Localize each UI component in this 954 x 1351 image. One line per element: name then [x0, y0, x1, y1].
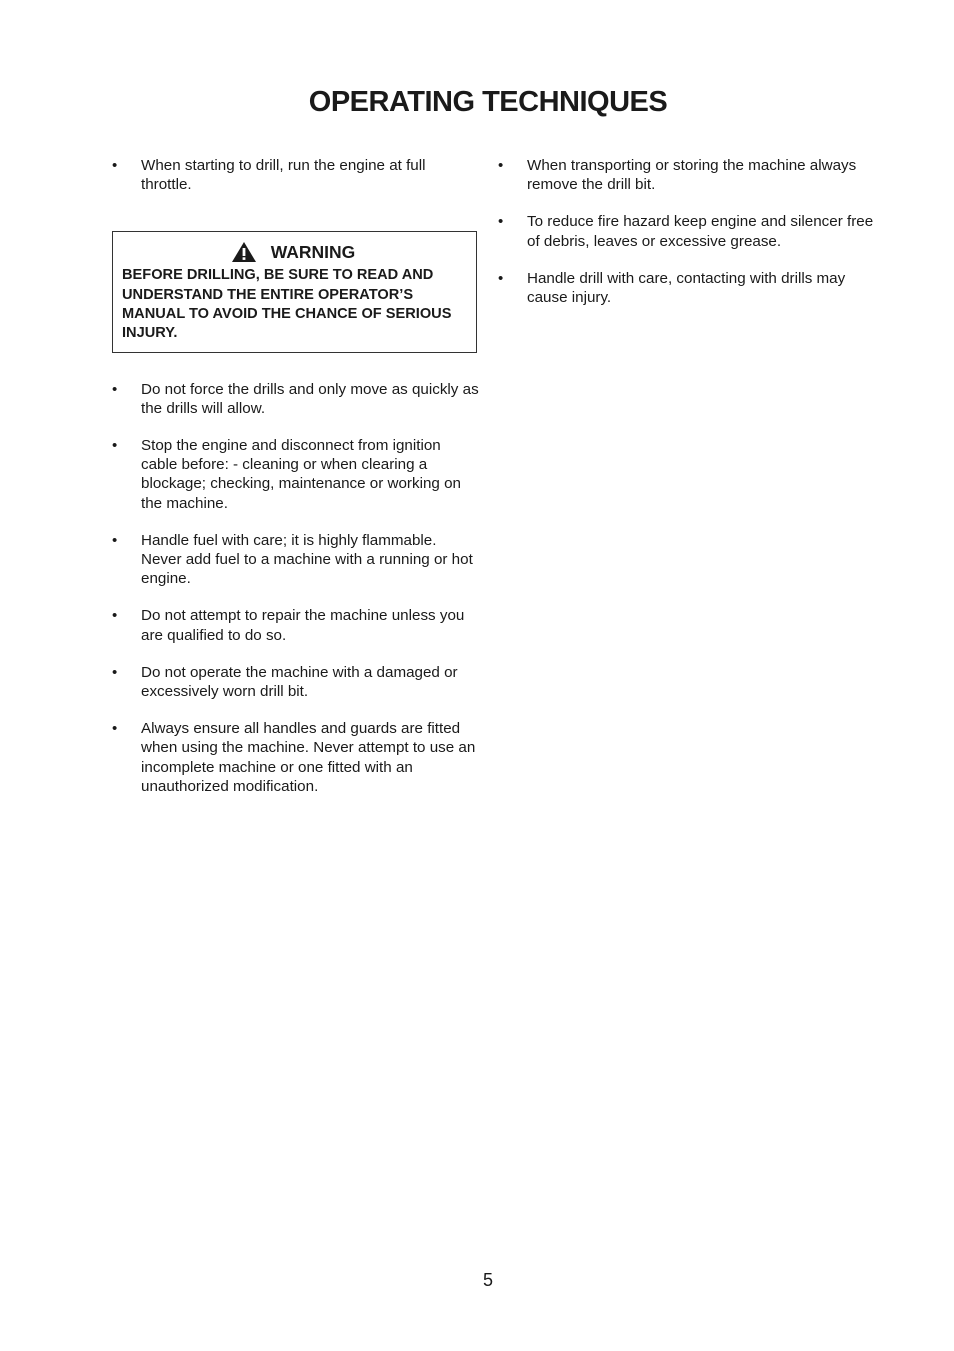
warning-body: BEFORE DRILLING, BE SURE TO READ AND UNDERSTAND THE ENTIRE OPERATOR’S MANUAL TO AVOID THE CHANCE OF SERIOUS INJURY. [122, 267, 452, 342]
bullet-icon: • [112, 531, 118, 549]
bullet-list [498, 156, 878, 307]
list-item [112, 436, 480, 513]
list-item [498, 269, 878, 307]
list-item-text: Always ensure all handles and guards are fitted when using the machine. Never attempt to use an incomplete machine or one fitted with an unauthorized modification. [141, 720, 476, 795]
bullet-icon: • [112, 663, 118, 681]
warning-box [112, 231, 477, 352]
list-item-text: Stop the engine and disconnect from ignition cable before: - cleaning or when clearing a blockage; checking, maintenance or working on the machine. [141, 437, 461, 512]
list-item [112, 719, 480, 796]
bullet-icon: • [112, 437, 118, 454]
list-item-text: Handle drill with care, contacting with drills may cause injury. [527, 269, 846, 307]
list-item-text: Do not operate the machine with a damaged or excessively worn drill bit. [141, 663, 458, 701]
warning-heading [122, 241, 468, 263]
list-item-text: Handle fuel with care; it is highly flammable. Never add fuel to a machine with a running or hot engine. [141, 531, 473, 588]
bullet-list [112, 156, 480, 194]
right-column [498, 156, 878, 325]
list-item-text: Do not attempt to repair the machine unless you are qualified to do so. [141, 607, 465, 644]
list-item-text: When starting to drill, run the engine at full throttle. [141, 157, 426, 194]
list-item [498, 156, 878, 194]
list-item-text: When transporting or storing the machine always remove the drill bit. [527, 157, 857, 194]
bullet-list [112, 380, 480, 796]
bullet-icon: • [112, 157, 118, 174]
bullet-icon: • [112, 380, 118, 398]
bullet-icon: • [112, 607, 118, 625]
list-item [112, 380, 480, 418]
list-item-text: To reduce fire hazard keep engine and silencer free of debris, leaves or excessive grease. [527, 213, 874, 250]
list-item [112, 531, 480, 589]
list-item [112, 606, 480, 644]
list-item-text: Do not force the drills and only move as quickly as the drills will allow. [141, 380, 479, 417]
warning-triangle-icon [231, 241, 257, 263]
page-title: OPERATING TECHNIQUES [308, 86, 668, 118]
warning-heading-text: WARNING [270, 241, 356, 262]
bullet-icon: • [498, 269, 504, 287]
bullet-icon: • [498, 213, 504, 231]
bullet-icon: • [498, 157, 504, 174]
page-number: 5 [482, 1270, 493, 1290]
list-item [112, 156, 480, 194]
left-column [112, 156, 480, 814]
list-item [498, 212, 878, 250]
list-item [112, 663, 480, 701]
bullet-icon: • [112, 720, 118, 738]
